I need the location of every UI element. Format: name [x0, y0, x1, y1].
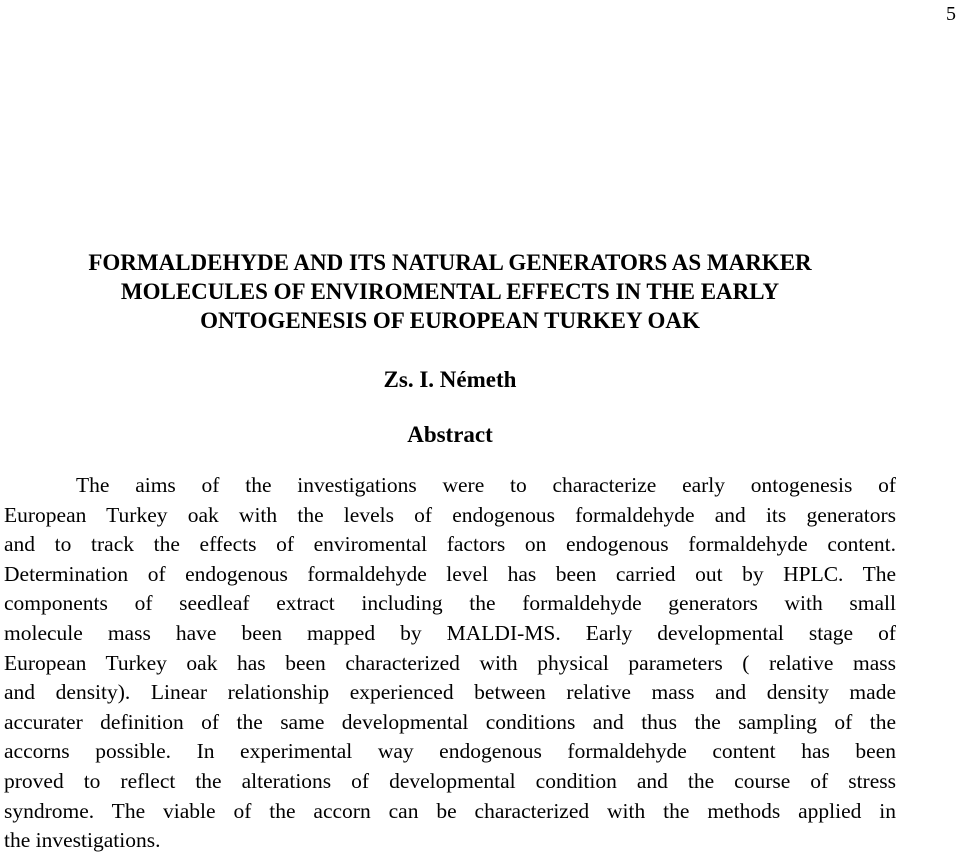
abstract-line: components of seedleaf extract including the formaldehyde generators with small: [4, 591, 896, 616]
paper-title: [0, 248, 900, 335]
abstract-line: the investigations.: [4, 828, 161, 853]
abstract-line: accorns possible. In experimental way endogenous formaldehyde content has been: [4, 739, 896, 764]
abstract-line: syndrome. The viable of the accorn can be characterized with the methods applied in: [4, 798, 896, 823]
abstract-line: The aims of the investigations were to characterize early ontogenesis of: [76, 473, 896, 497]
abstract-line: accurater definition of the same developmental conditions and thus the sampling of the: [4, 709, 896, 734]
title-line: FORMALDEHYDE AND ITS NATURAL GENERATORS AS MARKER: [88, 250, 812, 275]
abstract-line: molecule mass have been mapped by MALDI-MS. Early developmental stage of: [4, 620, 896, 645]
abstract-line: Determination of endogenous formaldehyde level has been carried out by HPLC. The: [4, 561, 896, 586]
abstract-line: European Turkey oak has been characterized with physical parameters ( relative mass: [4, 650, 896, 675]
title-line: MOLECULES OF ENVIROMENTAL EFFECTS IN THE EARLY: [120, 279, 780, 304]
page-number: 5: [946, 3, 956, 25]
abstract-line: and density). Linear relationship experienced between relative mass and density made: [4, 680, 896, 705]
abstract-line: and to track the effects of enviromental factors on endogenous formaldehyde content.: [4, 532, 896, 557]
abstract-body: [4, 471, 896, 856]
abstract-line: proved to reflect the alterations of developmental condition and the course of stress: [4, 768, 896, 793]
author-name: Zs. I. Németh: [383, 367, 517, 392]
abstract-line: European Turkey oak with the levels of endogenous formaldehyde and its generators: [4, 502, 896, 527]
title-line: ONTOGENESIS OF EUROPEAN TURKEY OAK: [200, 308, 700, 333]
abstract-heading: Abstract: [407, 422, 493, 447]
